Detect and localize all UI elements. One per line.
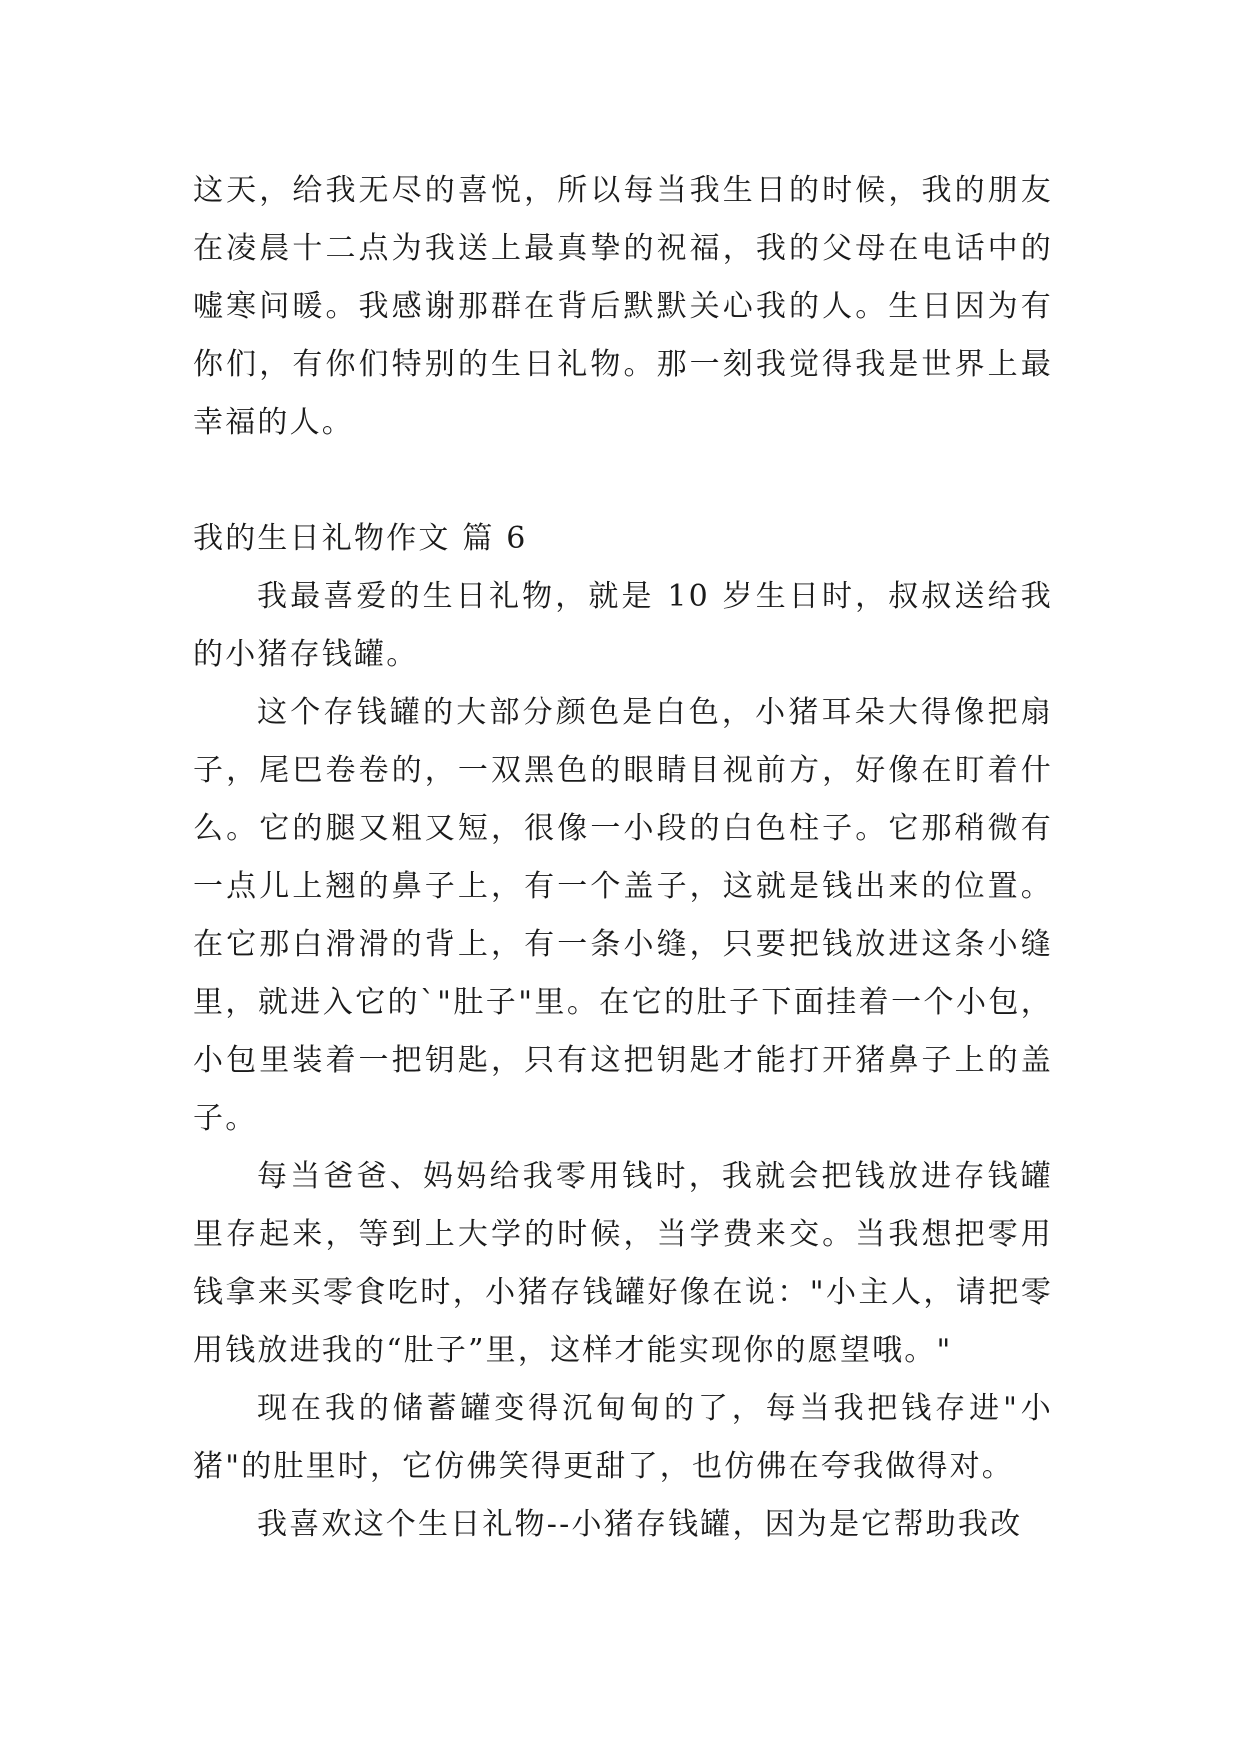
intro-paragraph: 这天，给我无尽的喜悦，所以每当我生日的时候，我的朋友在凌晨十二点为我送上最真挚的祝福，我的父母在电话中的嘘寒问暖。我感谢那群在背后默默关心我的人。生日因为有你们，有你们特别的生日礼物。那一刻我觉得我是世界上最幸福的人。 (193, 173, 1053, 440)
body-paragraph-2: 这个存钱罐的大部分颜色是白色，小猪耳朵大得像把扇子，尾巴卷卷的，一双黑色的眼睛目视前方，好像在盯着什么。它的腿又粗又短，很像一小段的白色柱子。它那稍微有一点儿上翘的鼻子上，有一个盖子，这就是钱出来的位置。在它那白滑滑的背上，有一条小缝，只要把钱放进这条小缝里，就进入它的`"肚子"里。在它的肚子下面挂着一个小包，小包里装着一把钥匙，只有这把钥匙才能打开猪鼻子上的盖子。 (193, 695, 1053, 1136)
section-spacer (193, 452, 1053, 510)
body-paragraph-5: 我喜欢这个生日礼物--小猪存钱罐，因为是它帮助我改 (257, 1507, 1023, 1542)
document-body (193, 162, 1053, 1554)
body-paragraph-4: 现在我的储蓄罐变得沉甸甸的了，每当我把钱存进"小猪"的肚里时，它仿佛笑得更甜了，也仿佛在夸我做得对。 (193, 1391, 1053, 1484)
body-paragraph-1: 我最喜爱的生日礼物，就是 10 岁生日时，叔叔送给我的小猪存钱罐。 (193, 579, 1053, 672)
section-heading: 我的生日礼物作文 篇 6 (193, 521, 528, 556)
body-paragraph-3: 每当爸爸、妈妈给我零用钱时，我就会把钱放进存钱罐里存起来，等到上大学的时候，当学费来交。当我想把零用钱拿来买零食吃时，小猪存钱罐好像在说："小主人，请把零用钱放进我的“肚子”里，这样才能实现你的愿望哦。" (193, 1159, 1053, 1368)
